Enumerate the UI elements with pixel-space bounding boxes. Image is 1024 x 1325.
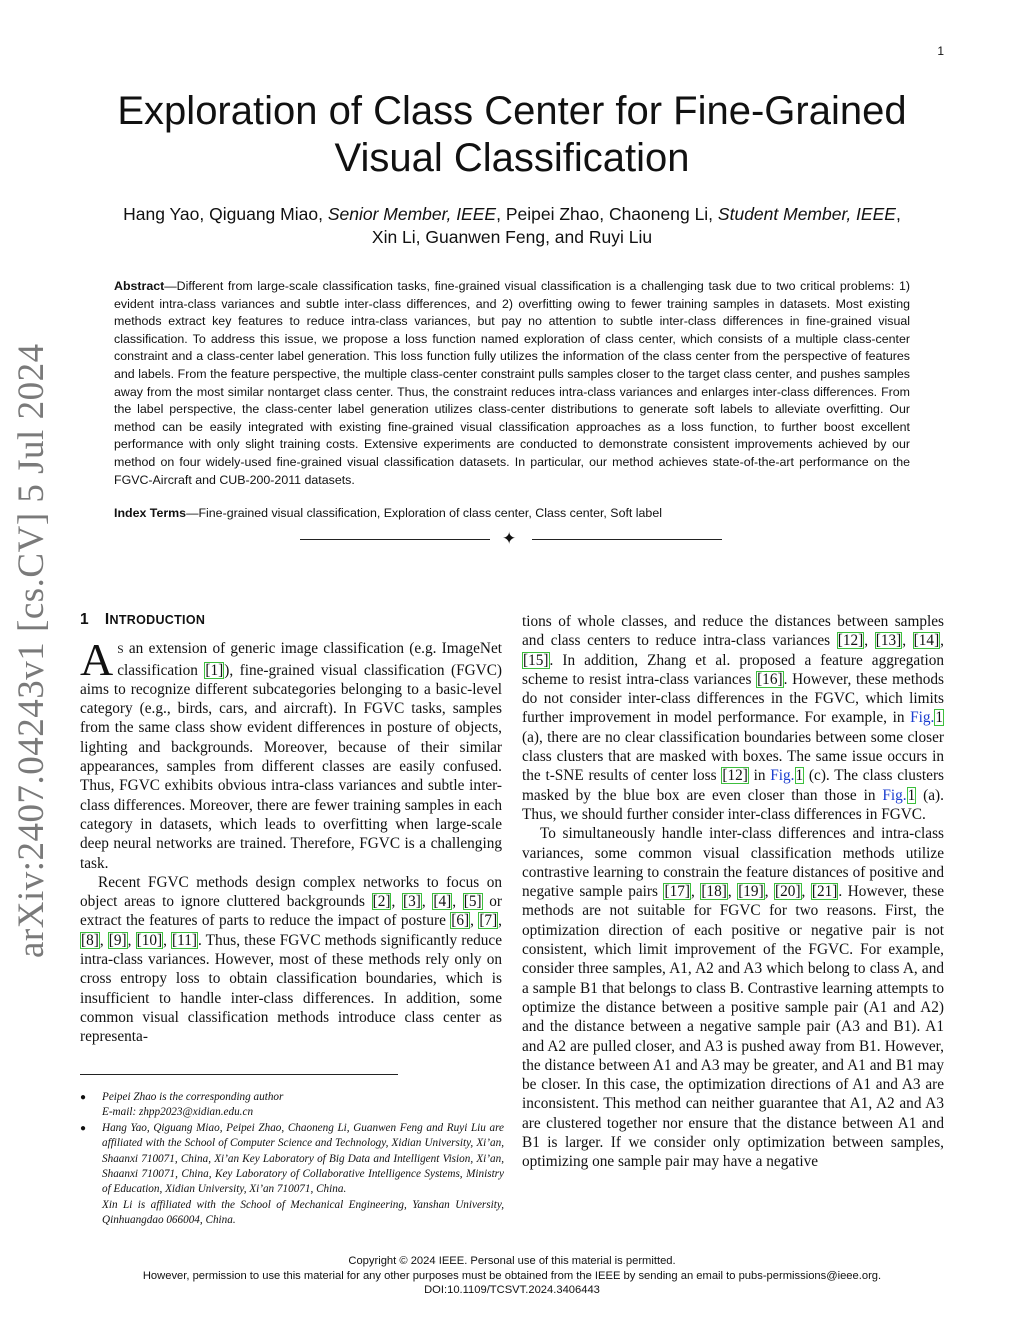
dropcap: A — [80, 634, 114, 686]
footnote-2-extra: Xin Li is affiliated with the School of Mechanical Engineering, Yanshan University, Qinhuangdao 066004, China. — [102, 1198, 504, 1227]
title-line-1: Exploration of Class Center for Fine-Grained — [117, 89, 907, 133]
citation-7[interactable]: [7] — [479, 912, 498, 930]
bullet-icon: ● — [80, 1122, 87, 1134]
arxiv-stamp[interactable]: arXiv:2407.04243v1 [cs.CV] 5 Jul 2024 — [11, 343, 52, 958]
authors-line-1 — [90, 203, 934, 226]
abstract — [114, 278, 910, 489]
membership-senior: Senior Member, IEEE — [327, 204, 497, 224]
citation-sep: , — [690, 883, 701, 901]
citation-sep: , — [127, 931, 136, 949]
citation-12[interactable]: [12] — [837, 632, 864, 650]
column-right — [522, 612, 944, 1172]
fig-ref-num: 1 — [795, 767, 804, 785]
paragraph-1-text-b: ), fine-grained visual classification (FGVC) aims to recognize different subcategories belonging to a basic-level category (e.g., birds, cars, and aircraft). In FGVC tasks, samples from the same class show evident differences in posture of objects, lighting and backgrounds. Moreover, because of their similar appearances, samples from different classes are easily confused. Thus, FGVC exhibits obvious intra-class variances and subtle inter-class differences. Moreover, there are fewer training samples in each category in datasets, which leads to overfitting when large-scale deep neural networks are trained. Therefore, FGVC is a challenging task. — [80, 661, 502, 872]
section-heading — [80, 610, 502, 630]
abstract-label: Abstract — [114, 279, 165, 293]
citation-sep: , — [470, 912, 479, 930]
fig-ref-prefix: Fig. — [910, 709, 935, 727]
title-line-2: Visual Classification — [334, 136, 690, 180]
citation-21[interactable]: [21] — [811, 883, 838, 901]
abstract-text: —Different from large-scale classification tasks, fine-grained visual classification is a challenging task due to two critical problems: 1) evident intra-class variances and subtle inter-class differences, and 2) overfitting owing to fewer training samples in datasets. Most existing methods extract key features to reduce intra-class variances, but pay no attention to subtle inter-class differences in fine-grained visual classification. To address this issue, we propose a loss function named exploration of class center, which consists of a multiple class-center constraint and a class-center label generation. This loss function fully utilizes the information of the class center from the perspective of features and labels. From the feature perspective, the multiple class-center constraint pulls samples closer to the target class center, and pushes samples away from the most similar nontarget class center. Thus, the constraint reduces intra-class variances and enlarges inter-class differences. From the label perspective, the class-center label generation utilizes class-center distributions to generate soft labels to alleviate overfitting. Our method can be easily integrated with existing fine-grained visual classification approaches as a loss function, to further boost excellent performance with only slight training costs. Extensive experiments are conducted to demonstrate consistent improvements achieved by our method on four widely-used fine-grained visual classification datasets. In particular, our method achieves state-of-the-art performance on the FGVC-Aircraft and CUB-200-2011 datasets. — [114, 279, 910, 487]
citation-6[interactable]: [6] — [451, 912, 470, 930]
fig-ref-num: 1 — [907, 786, 916, 804]
section-divider — [300, 531, 724, 549]
authors-line-2: Xin Li, Guanwen Feng, and Ruyi Liu — [371, 227, 653, 247]
citation-sep: , — [452, 893, 463, 911]
authors-part-3: , — [895, 204, 901, 224]
citation-12-repeat[interactable]: [12] — [722, 767, 748, 785]
copyright-line-2: However, permission to use this material for any other purposes must be obtained from the IEEE by sending an email to pubs-permissions@ieee.org. — [142, 1269, 882, 1282]
membership-student: Student Member, IEEE — [717, 204, 896, 224]
paragraph-3-text-c: . However, these methods do not consider inter-class differences in the FGVC, which limits further improvement in model performance. For example, in — [522, 670, 944, 727]
footnote-rule — [80, 1074, 398, 1075]
citation-13[interactable]: [13] — [875, 632, 902, 650]
paragraph-1 — [80, 634, 502, 873]
citation-14[interactable]: [14] — [913, 632, 940, 650]
index-terms-label: Index Terms — [114, 506, 187, 520]
paragraph-2-text-b: or extract the features of parts to reduce the impact of posture — [80, 893, 503, 930]
paragraph-4-text-b: . However, these methods are not suitable for FGVC for two reasons. First, the optimization direction of each positive or negative pair is not consistent, which limit improvement of the FGVC. For example, consider three samples, A1, A2 and A3 which belong to class A, and a sample B1 that belongs to class B. Contrastive learning attempts to optimize the distance between a positive sample pair (A1 and A2) and the distance between a negative sample pair (A3 and B1). A1 and A2 are pulled closer, and A3 is pushed away from B1. However, the distance between A1 and A3 may be greater, and A1 and B1 may be closer. In this case, the optimization directions of A1 and A3 are inconsistent. This method can neither guarantee that A1, A2 and A3 are clustered together nor ensure that the distance between A1 and B1 is larger. If we consider only optimization between samples, optimizing one sample pair may have a negative — [522, 883, 944, 1171]
index-terms-text: —Fine-grained visual classification, Exploration of class center, Class center, Soft label — [186, 506, 662, 520]
page-number: 1 — [937, 44, 944, 58]
divider-line-right — [532, 539, 722, 540]
paragraph-2-text-c: . Thus, these FGVC methods significantly reduce intra-class variances. However, most of these methods rely only on cross entropy loss to obtain classification boundaries, which is insufficient to handle inter-class differences. In addition, some common visual classification methods introduce class center as representa- — [80, 931, 502, 1046]
citation-sep: , — [498, 912, 502, 930]
citation-1[interactable]: [1] — [205, 661, 224, 679]
dropcap-smallcaps: S — [117, 644, 124, 657]
citation-sep: , — [163, 931, 172, 949]
paragraph-3-text-b: . In addition, Zhang et al. proposed a feature aggregation scheme to resist intra-class variances — [522, 651, 944, 688]
citation-10[interactable]: [10] — [136, 931, 163, 949]
citation-sep: , — [764, 883, 775, 901]
paragraph-3-text-d: (a), there are no clear classification boundaries between some closer class clusters that are masked with boxes. The same issue occurs in the t-SNE results of center loss — [522, 728, 944, 785]
section-number: 1 — [80, 611, 89, 628]
citation-9[interactable]: [9] — [108, 931, 127, 949]
citation-sep: , — [940, 632, 944, 650]
paragraph-4-text-a: To simultaneously handle inter-class differences and intra-class variances, some common visual classification methods utilize contrastive learning to constrain the feature distances of positive and negative sample pairs — [522, 825, 944, 901]
index-terms — [114, 505, 910, 523]
footnote-1 — [80, 1090, 504, 1121]
footnote-1-line-1: Peipei Zhao is the corresponding author — [102, 1091, 284, 1103]
figure-ref-1a[interactable] — [910, 709, 944, 726]
citation-19[interactable]: [19] — [738, 883, 764, 901]
citation-sep: , — [391, 893, 402, 911]
paragraph-4 — [522, 824, 944, 1171]
authors-part-1: Hang Yao, Qiguang Miao, — [123, 204, 328, 224]
paragraph-3-text-f: (c). The class clusters masked by the blue box are even closer than those in — [522, 767, 944, 804]
divider-line-left — [300, 539, 490, 540]
footnote-1-email[interactable]: E-mail: zhpp2023@xidian.edu.cn — [102, 1106, 254, 1119]
paper-title — [100, 88, 924, 182]
citation-8[interactable]: [8] — [81, 931, 99, 949]
citation-sep: , — [421, 893, 433, 911]
fig-ref-num: 1 — [935, 709, 943, 727]
authors-part-2: , Peipei Zhao, Chaoneng Li, — [496, 204, 718, 224]
bullet-icon: ● — [80, 1092, 87, 1103]
citation-sep: , — [99, 931, 108, 949]
fig-ref-prefix: Fig. — [770, 767, 795, 785]
figure-ref-1a-repeat[interactable] — [882, 787, 916, 804]
paragraph-2 — [80, 873, 502, 1047]
copyright-line-1: Copyright © 2024 IEEE. Personal use of this material is permitted. — [348, 1255, 676, 1267]
paragraph-3-text-e: in — [748, 767, 771, 785]
citation-sep: , — [801, 883, 811, 901]
citation-2[interactable]: [2] — [372, 893, 391, 911]
footnotes — [80, 1090, 504, 1229]
copyright-doi[interactable]: DOI:10.1109/TCSVT.2024.3406443 — [424, 1284, 600, 1296]
citation-15[interactable]: [15] — [523, 651, 549, 669]
footnote-2-text: Hang Yao, Qiguang Miao, Peipei Zhao, Chaoneng Li, Guanwen Feng and Ruyi Liu are affiliated with the School of Computer Science and Technology, Xidian University, Xi’an, Shaanxi 710071, China, Xi’an Key Laboratory of Big Data and Intelligent Vision, Xi’an, Shaanxi 710071, China, Key Laboratory of Collaborative Intelligence Systems, Ministry of Education, Xidian University, Xi’an 710071, China. — [102, 1121, 504, 1196]
footnote-2 — [80, 1121, 504, 1229]
paragraph-3-text-g: (a). Thus, we should further consider inter-class differences in FGVC. — [522, 786, 944, 823]
divider-ornament-icon: ✦ — [502, 529, 517, 548]
citation-sep: , — [864, 632, 875, 650]
citation-5[interactable]: [5] — [463, 893, 482, 911]
paragraph-2-text-a: Recent FGVC methods design complex networks to focus on object areas to ignore cluttered backgrounds — [80, 873, 502, 911]
copyright-notice — [80, 1254, 944, 1298]
fig-ref-prefix: Fig. — [882, 786, 907, 804]
citation-18[interactable]: [18] — [701, 883, 727, 901]
citation-4[interactable]: [4] — [433, 893, 452, 911]
citation-16[interactable]: [16] — [757, 670, 783, 688]
citation-17[interactable]: [17] — [664, 883, 690, 901]
author-list — [90, 203, 934, 249]
section-title-cap: I — [104, 611, 110, 628]
paragraph-3 — [522, 612, 944, 824]
section-title-rest: NTRODUCTION — [109, 613, 206, 627]
citation-sep: , — [727, 883, 738, 901]
paragraph-3-text-a: tions of whole classes, and reduce the distances between samples and class centers to reduce intra-class variances — [522, 613, 944, 650]
citation-20[interactable]: [20] — [775, 883, 801, 901]
figure-ref-1c[interactable] — [770, 767, 804, 784]
citation-3[interactable]: [3] — [402, 893, 421, 911]
column-left — [80, 610, 502, 1047]
paragraph-1-text-a: an extension of generic image classification (e.g. ImageNet classification — [117, 640, 502, 679]
citation-sep: , — [902, 632, 913, 650]
citation-11[interactable]: [11] — [172, 931, 197, 949]
